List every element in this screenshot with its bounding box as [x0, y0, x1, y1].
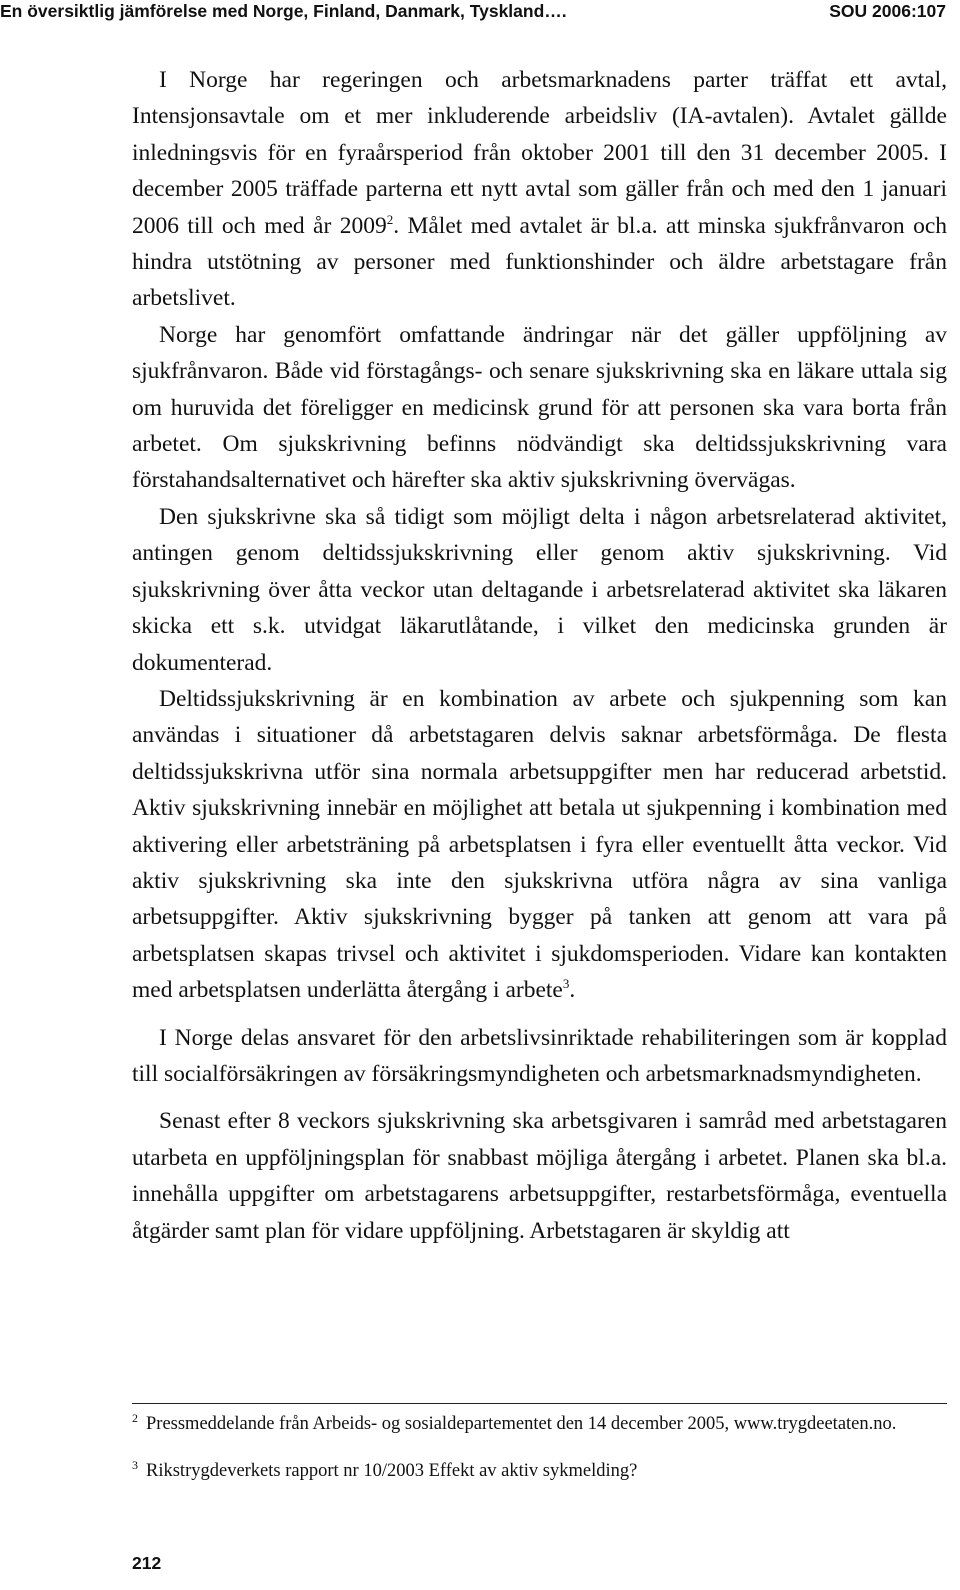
paragraph-text: Deltidssjukskrivning är en kombination av arbete och sjukpenning som kan användas i situationer då arbetstagaren delvis saknar arbetsförmåga. De flesta deltidssjukskrivna utför sina normala arbetsuppgifter men har reducerad arbetstid. Aktiv sjukskrivning innebär en möjlighet att betala ut sjukpenning i kombination med aktivering eller arbetsträning på arbetsplatsen i fyra eller eventuellt åtta veckor. Vid aktiv sjukskrivning ska inte den sjukskrivna utföra några av sina vanliga arbetsuppgifter. Aktiv sjukskrivning bygger på tanken att genom att vara på arbetsplatsen skapas trivsel och aktivitet i sjukdomsperioden. Vidare kan kontakten med arbetsplatsen underlätta återgång i arbete [132, 685, 947, 1004]
paragraph-text: . Målet med avtalet är bl.a. att minska sjukfrånvaron och hindra utstötning av personer med funktionshinder och äldre arbetstagare från arbetslivet. [132, 212, 947, 312]
footnote-divider [132, 1403, 947, 1404]
paragraph-uppfoljningsplan: Senast efter 8 veckors sjukskrivning ska arbetsgivaren i samråd med arbetstagaren utarbeta en uppföljningsplan för snabbast möjliga återgång i arbetet. Planen ska bl.a. innehålla uppgifter om arbetstagarens arbetsuppgifter, restarbetsförmåga, eventuella åtgärder samt plan för vidare uppföljning. Arbetstagaren är skyldig att [132, 1108, 947, 1244]
footnote-ref-2: 2 [386, 211, 394, 227]
running-header-title: En översiktlig jämförelse med Norge, Finland, Danmark, Tyskland…. [0, 1, 567, 21]
paragraph-uppfoljning: Norge har genomfört omfattande ändringar när det gäller uppföljning av sjukfrånvaron. Både vid förstagångs- och senare sjukskrivning ska en läkare uttala sig om huruvida det föreligger en medicinsk grund för att personen ska vara borta från arbetet. Om sjukskrivning befinns nödvändigt ska deltidssjukskrivning vara förstahandsalternativet och härefter ska aktiv sjukskrivning övervägas. [132, 321, 947, 494]
running-header [0, 0, 960, 26]
footnote-ref-3: 3 [562, 976, 570, 992]
running-header-report-id: SOU 2006:107 [829, 1, 946, 21]
footnote-text: Pressmeddelande från Arbeids- og sosialdepartementet den 14 december 2005, www.trygdeetaten.no. [146, 1414, 897, 1434]
paragraph-rehabilitering: I Norge delas ansvaret för den arbetslivsinriktade rehabiliteringen som är kopplad till socialförsäkringen av försäkringsmyndigheten och arbetsmarknadsmyndigheten. [132, 1024, 947, 1087]
footnote-number: 2 [132, 1410, 138, 1425]
paragraph-deltidssjukskrivning [132, 681, 947, 1009]
footnote-number: 3 [132, 1457, 138, 1472]
paragraph-text: I Norge har regeringen och arbetsmarknadens parter träffat ett avtal, Intensjonsavtale om et mer inkluderende arbeidsliv (IA-avtalen). Avtalet gällde inledningsvis för en fyraårsperiod från oktober 2001 till den 31 december 2005. I december 2005 träffade parterna ett nytt avtal som gäller från och med den 1 januari 2006 till och med år 2009 [132, 67, 947, 239]
footnote-3 [132, 1457, 947, 1484]
body-text [132, 62, 947, 1249]
page-number: 212 [132, 1553, 162, 1573]
footnote-text: Rikstrygdeverkets rapport nr 10/2003 Effekt av aktiv sykmelding? [146, 1461, 638, 1481]
paragraph-ia-avtalen [132, 62, 947, 317]
paragraph-text: . [569, 977, 576, 1004]
footnote-2 [132, 1410, 947, 1437]
paragraph-arbetsrelaterad-aktivitet: Den sjukskrivne ska så tidigt som möjligt delta i någon arbetsrelaterad aktivitet, antingen genom deltidssjukskrivning eller genom aktiv sjukskrivning. Vid sjukskrivning över åtta veckor utan deltagande i arbetsrelaterad aktivitet ska läkaren skicka ett s.k. utvidgat läkarutlåtande, i vilket den medicinska grunden är dokumenterad. [132, 503, 947, 676]
